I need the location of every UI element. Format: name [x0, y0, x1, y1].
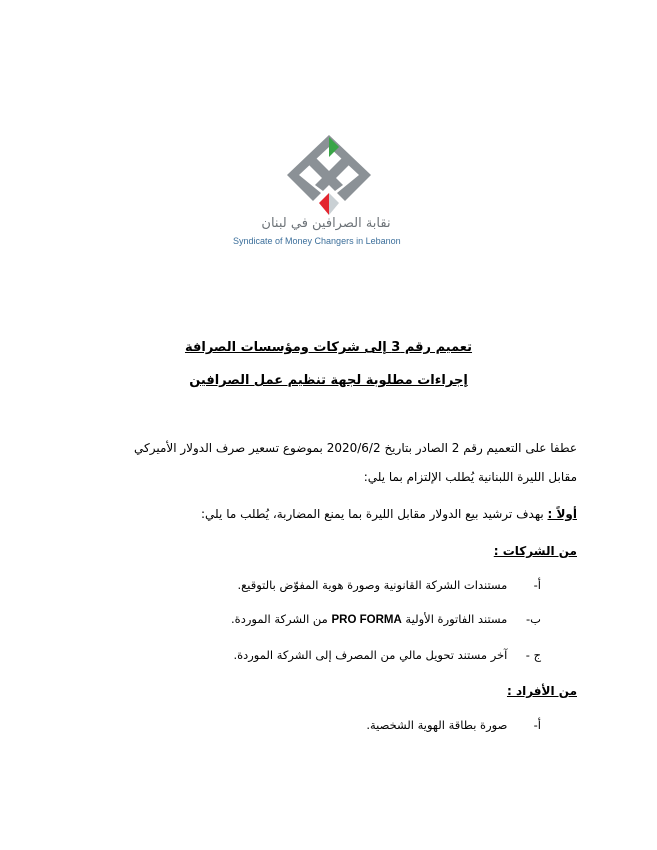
list-item-text: آخر مستند تحويل مالي من المصرف إلى الشركة الموردة. [233, 648, 508, 662]
list-item-marker: أ- [533, 718, 541, 732]
list-item-text-end: من الشركة الموردة. [231, 612, 332, 626]
list-item-text: مستند الفاتورة الأولية [401, 612, 508, 626]
org-name-arabic: نقابة الصرافين في لبنان [261, 216, 391, 231]
syndicate-logo-icon [285, 133, 373, 217]
pro-forma-term: PRO FORMA [331, 614, 402, 626]
list-item [231, 612, 541, 626]
list-item [233, 648, 541, 662]
intro-line-2: مقابل الليرة اللبنانية يُطلب الإلتزام بما يلي: [363, 470, 577, 484]
document-title: تعميم رقم 3 إلى شركات ومؤسسات الصرافة [184, 340, 473, 355]
list-item [237, 578, 541, 592]
companies-heading: من الشركات : [493, 544, 577, 558]
intro-line-1: عطفا على التعميم رقم 2 الصادر بتاريخ 2020/6/2 بموضوع تسعير صرف الدولار الأميركي [134, 441, 577, 455]
list-item-text: مستندات الشركة القانونية وصورة هوية المفوّض بالتوقيع. [237, 578, 508, 592]
list-item [366, 718, 541, 732]
document-subtitle: إجراءات مطلوبة لجهة تنظيم عمل الصرافين [189, 373, 468, 388]
list-item-marker: ب- [526, 612, 541, 626]
first-point [201, 507, 577, 521]
individuals-heading: من الأفراد : [506, 684, 577, 698]
list-item-text: صورة بطاقة الهوية الشخصية. [366, 718, 508, 732]
list-item-marker: ج - [525, 648, 541, 662]
list-item-marker: أ- [533, 578, 541, 592]
first-point-label: أولاً : [547, 507, 577, 521]
org-name-english: Syndicate of Money Changers in Lebanon [233, 236, 401, 246]
first-point-text: بهدف ترشيد بيع الدولار مقابل الليرة بما يمنع المضاربة، يُطلب ما يلي: [201, 507, 548, 521]
